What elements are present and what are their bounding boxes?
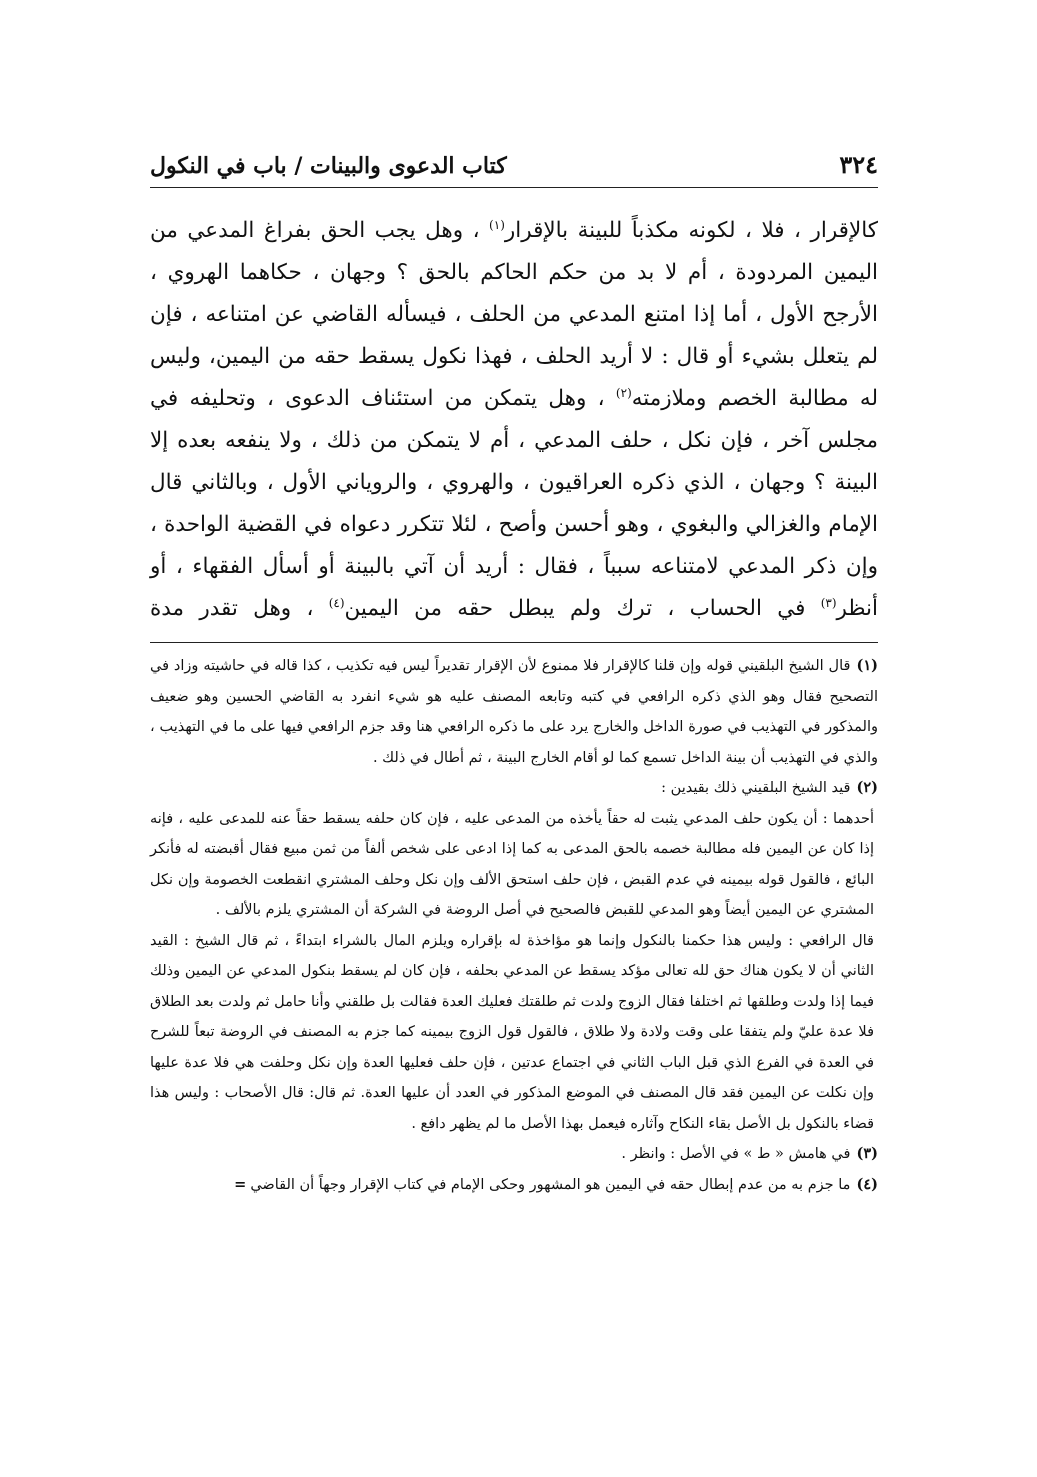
book-page — [150, 150, 878, 1200]
continuation-mark: = — [234, 1175, 247, 1193]
chapter-title: كتاب الدعوى والبينات / باب في النكول — [150, 153, 507, 179]
footnote-marker-3[interactable]: (٣) — [820, 595, 837, 610]
main-text-segment: كالإقرار ، فلا ، لكونه مكذباً للبينة بالإقرار — [504, 218, 879, 243]
footnote-number: (٣) — [856, 1145, 878, 1162]
footnote-text: في هامش « ط » في الأصل : وانظر . — [621, 1146, 851, 1162]
main-paragraph — [150, 210, 878, 630]
footnote-marker-1[interactable]: (١) — [489, 217, 505, 232]
footnote-number: (٢) — [856, 779, 878, 796]
main-text-segment: ، وهل يجب الحق بفراغ المدعي من اليمين المردودة ، أم لا بد من حكم الحاكم بالحق ؟ وجهان ، حكاهما الهروي ، الأرجح الأول ، أما إذا امتنع المدعي من الحلف ، فيسأله القاضي عن امتناعه ، فإن لم يتعلل بشيء أو قال : لا أريد الحلف ، فهذا نكول يسقط حقه من اليمين، وليس له مطالبة الخصم وملازمته — [150, 218, 878, 411]
footnote-text: ما جزم به من عدم إبطال حقه في اليمين هو المشهور وحكى الإمام في كتاب الإقرار وجهاً أن القاضي — [250, 1176, 851, 1193]
footnote-2 — [150, 773, 878, 804]
footnote-separator — [150, 642, 878, 643]
footnote-text: قيد الشيخ البلقيني ذلك بقيدين : — [661, 780, 851, 796]
main-text-segment: ، وهل تقدر مدة — [150, 596, 329, 621]
footnote-3 — [150, 1139, 878, 1170]
main-text — [150, 210, 878, 630]
main-text-segment: في الحساب ، ترك ولم يبطل حقه من اليمين — [344, 596, 821, 621]
footnote-number: (٤) — [856, 1175, 878, 1193]
running-header — [150, 150, 878, 188]
footnote-number: (١) — [856, 657, 878, 674]
footnote-4 — [150, 1170, 878, 1201]
footnote-1 — [150, 651, 878, 773]
footnote-marker-2[interactable]: (٢) — [615, 385, 632, 400]
footnote-marker-4[interactable]: (٤) — [328, 595, 345, 610]
footnote-text: قال الشيخ البلقيني قوله وإن قلنا كالإقرار فلا ممنوع لأن الإقرار تقديراً ليس فيه تكذيب ، كذا قاله في حاشيته وزاد في التصحيح فقال وهو الذي ذكره الرافعي في كتبه وتابعه المصنف عليه هو شيء انفرد به القاضي الحسين وهو ضعيف والمذكور في التهذيب في صورة الداخل والخارج يرد على ما ذكره الرافعي هنا وقد جزم الرافعي فيها على ما في التهذيب ، والذي في التهذيب أن بينة الداخل تسمع كما لو أقام الخارج البينة ، ثم أطال في ذلك . — [150, 658, 878, 766]
main-text-segment: ، وهل يتمكن من استئناف الدعوى ، وتحليفه في مجلس آخر ، فإن نكل ، حلف المدعي ، أم لا يتمكن من ذلك ، ولا ينفعه بعده إلا البينة ؟ وجهان ، الذي ذكره العراقيون ، والهروي ، والروياني الأول ، وبالثاني قال الإمام والغزالي والبغوي ، وهو أحسن وأصح ، لئلا تتكرر دعواه في القضية الواحدة ، وإن ذكر المدعي لامتناعه سبباً ، فقال : أريد أن آتي بالبينة أو أسأل الفقهاء ، أو أنظر — [150, 386, 879, 621]
footnote-2-paragraph-1: أحدهما : أن يكون حلف المدعي يثبت له حقاً يأخذه من المدعى عليه ، فإن كان حلفه يسقط حقاً عنه للمدعى عليه ، فإنه إذا كان عن اليمين فله مطالبة خصمه بالحق المدعى به كما إذا ادعى على شخص ألفاً من ثمن مبيع فقال أقبضته له فأنكر البائع ، فالقول قوله بيمينه في عدم القبض ، فإن حلف استحق الألف وإن نكل وحلف المشتري انقطعت الخصومة وإن نكل المشتري عن اليمين أيضاً وهو المدعي للقبض فالصحيح في أصل الروضة في الشركة أن المشتري يلزم بالألف . — [150, 810, 874, 918]
footnote-2-paragraph-2: قال الرافعي : وليس هذا حكمنا بالنكول وإنما هو مؤاخذة له بإقراره ويلزم المال بالشراء ابتداءً ، ثم قال الشيخ : القيد الثاني أن لا يكون هناك حق لله تعالى مؤكد يسقط عن المدعي بحلفه ، فإن كان لم يسقط بنكول المدعي عن اليمين وذلك فيما إذا ولدت وطلقها ثم اختلفا فقال الزوج ولدت ثم طلقتك فعليك العدة فقالت بل طلقني وأنا حامل ثم ولدت بعد الطلاق فلا عدة عليّ ولم يتفقا على وقت ولادة ولا طلاق ، فالقول قول الزوج بيمينه كما جزم به المصنف في الروضة تبعاً للشرح في العدة في الفرع الذي قبل الباب الثاني في اجتماع عدتين ، فإن حلف فعليها العدة وإن نكل وحلفت هي فلا عدة عليها وإن نكلت عن اليمين فقد قال المصنف في الموضع المذكور في العدد أن عليها العدة. ثم قال: قال الأصحاب : وليس هذا قضاء بالنكول بل الأصل بقاء النكاح وآثاره فيعمل بهذا الأصل ما لم يظهر دافع . — [150, 932, 874, 1132]
page-number: ٣٢٤ — [839, 150, 878, 179]
footnotes — [150, 651, 878, 1200]
